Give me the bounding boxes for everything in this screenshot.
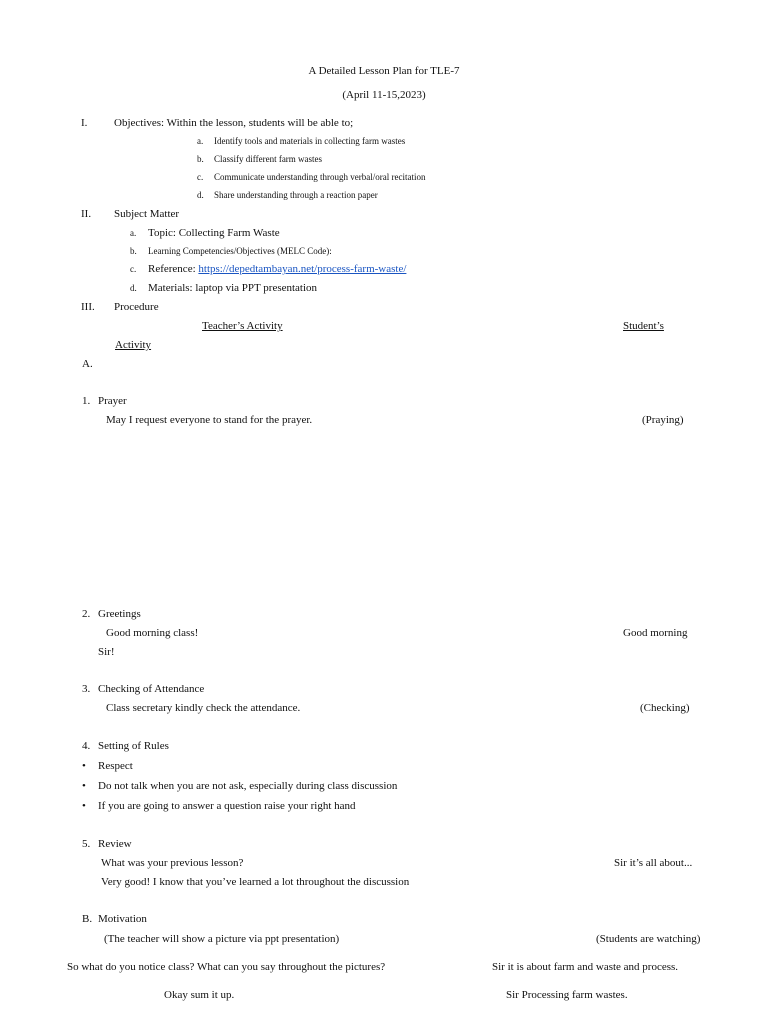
student-line: Sir Processing farm wastes. — [506, 989, 628, 1001]
step-number: 4. — [82, 740, 91, 752]
step-label-attendance: Checking of Attendance — [98, 683, 205, 695]
list-marker: b. — [197, 154, 204, 164]
step-number: 5. — [82, 838, 91, 850]
list-marker: c. — [130, 264, 137, 274]
objective-item: Identify tools and materials in collecting farm wastes — [214, 136, 406, 146]
list-marker: a. — [130, 228, 137, 238]
objective-item: Communicate understanding through verbal/oral recitation — [214, 172, 426, 182]
section-numeral: I. — [81, 117, 88, 129]
student-line: (Students are watching) — [596, 933, 701, 945]
document-title: A Detailed Lesson Plan for TLE-7 — [308, 65, 460, 77]
student-activity-heading-cont: Activity — [115, 339, 152, 351]
rule-item: If you are going to answer a question raise your right hand — [98, 800, 356, 812]
reference-link[interactable]: https://depedtambayan.net/process-farm-waste/ — [198, 263, 407, 275]
teacher-line: So what do you notice class? What can you say throughout the pictures? — [67, 961, 386, 973]
step-label-greetings: Greetings — [98, 608, 141, 620]
rule-item: Do not talk when you are not ask, especially during class discussion — [98, 780, 398, 792]
student-line-cont: Sir! — [98, 646, 115, 658]
list-marker: b. — [130, 246, 137, 256]
section-heading-procedure: Procedure — [114, 301, 159, 313]
subject-item-topic: Topic: Collecting Farm Waste — [148, 227, 280, 239]
list-marker: d. — [130, 283, 137, 293]
section-heading-subject-matter: Subject Matter — [114, 208, 180, 220]
teacher-line: May I request everyone to stand for the prayer. — [106, 414, 313, 426]
reference-label: Reference: — [148, 263, 199, 275]
student-activity-heading: Student’s — [623, 320, 664, 332]
part-b-marker: B. — [82, 913, 93, 925]
part-a-marker: A. — [82, 358, 93, 370]
section-numeral: II. — [81, 208, 92, 220]
objective-item: Classify different farm wastes — [214, 154, 323, 164]
list-marker: d. — [197, 190, 204, 200]
teacher-line: Class secretary kindly check the attendance. — [106, 702, 301, 714]
list-marker: a. — [197, 136, 204, 146]
student-line: Good morning — [623, 627, 688, 639]
step-label-prayer: Prayer — [98, 395, 127, 407]
bullet-icon: • — [82, 800, 86, 812]
student-line: (Praying) — [642, 414, 684, 426]
teacher-line: Good morning class! — [106, 627, 199, 639]
teacher-line: What was your previous lesson? — [101, 857, 244, 869]
subject-item-materials: Materials: laptop via PPT presentation — [148, 282, 318, 294]
teacher-activity-heading: Teacher’s Activity — [202, 320, 283, 332]
student-line: Sir it’s all about... — [614, 857, 693, 869]
step-label-rules: Setting of Rules — [98, 740, 169, 752]
section-heading-objectives: Objectives: Within the lesson, students will be able to; — [114, 117, 354, 129]
step-label-motivation: Motivation — [98, 913, 147, 925]
document-date: (April 11-15,2023) — [342, 89, 426, 101]
list-marker: c. — [197, 172, 204, 182]
teacher-line: Okay sum it up. — [164, 989, 235, 1001]
subject-item-competencies: Learning Competencies/Objectives (MELC Code): — [148, 246, 332, 256]
student-line: Sir it is about farm and waste and process. — [492, 961, 679, 973]
rule-item: Respect — [98, 760, 133, 772]
teacher-line: (The teacher will show a picture via ppt presentation) — [104, 933, 340, 945]
step-label-review: Review — [98, 838, 132, 850]
section-numeral: III. — [81, 301, 95, 313]
teacher-line: Very good! I know that you’ve learned a lot throughout the discussion — [101, 876, 410, 888]
step-number: 1. — [82, 395, 91, 407]
objective-item: Share understanding through a reaction paper — [214, 190, 378, 200]
step-number: 2. — [82, 608, 91, 620]
student-line: (Checking) — [640, 702, 690, 714]
bullet-icon: • — [82, 760, 86, 772]
bullet-icon: • — [82, 780, 86, 792]
subject-item-reference — [148, 264, 406, 275]
step-number: 3. — [82, 683, 91, 695]
